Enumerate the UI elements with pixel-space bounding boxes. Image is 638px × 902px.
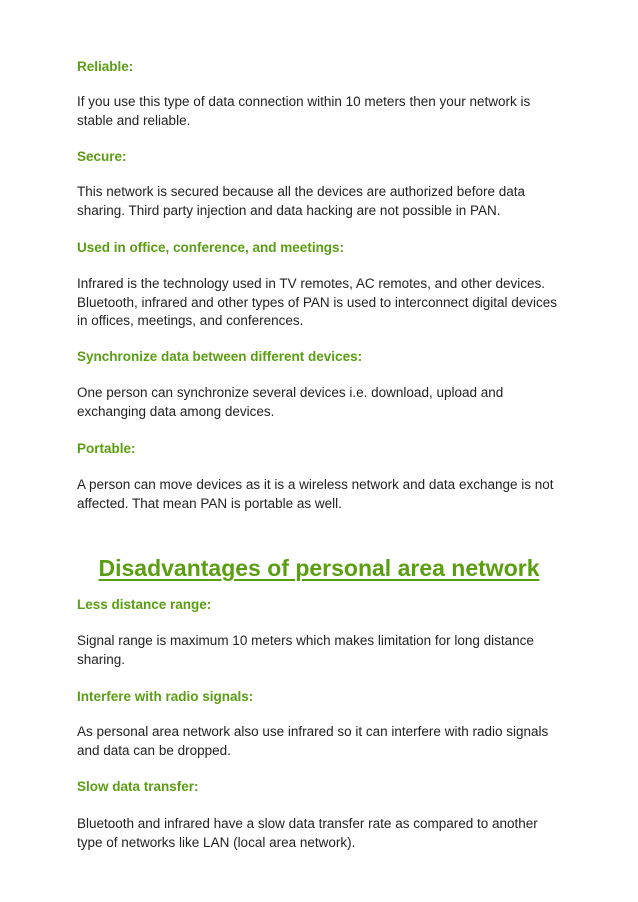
heading-less-distance-range: Less distance range:: [77, 597, 212, 612]
paragraph-less-distance-range: Signal range is maximum 10 meters which makes limitation for long distance sharing.: [77, 633, 534, 667]
paragraph-interfere-radio: As personal area network also use infrared so it can interfere with radio signals and data can be dropped.: [77, 724, 549, 758]
heading-secure: Secure:: [77, 149, 127, 164]
heading-reliable: Reliable:: [77, 59, 134, 74]
heading-synchronize-data: Synchronize data between different devices:: [77, 349, 363, 364]
heading-interfere-radio: Interfere with radio signals:: [77, 689, 254, 704]
paragraph-reliable: If you use this type of data connection within 10 meters then your network is stable and reliable.: [77, 94, 531, 128]
paragraph-portable: A person can move devices as it is a wireless network and data exchange is not affected. That mean PAN is portable as well.: [77, 477, 554, 511]
heading-portable: Portable:: [77, 441, 136, 456]
heading-used-in-office: Used in office, conference, and meetings:: [77, 240, 345, 255]
heading-slow-data-transfer: Slow data transfer:: [77, 779, 199, 794]
section-title-disadvantages: Disadvantages of personal area network: [98, 555, 540, 581]
paragraph-slow-data-transfer: Bluetooth and infrared have a slow data transfer rate as compared to another type of networks like LAN (local area network).: [77, 816, 538, 850]
paragraph-synchronize-data: One person can synchronize several devices i.e. download, upload and exchanging data among devices.: [77, 385, 504, 419]
paragraph-secure: This network is secured because all the devices are authorized before data sharing. Third party injection and data hacking are not possible in PAN.: [77, 184, 526, 218]
paragraph-used-in-office: Infrared is the technology used in TV remotes, AC remotes, and other devices. Bluetooth, infrared and other types of PAN is used to interconnect digital devices in offices, meetings, and conferences.: [77, 276, 558, 328]
